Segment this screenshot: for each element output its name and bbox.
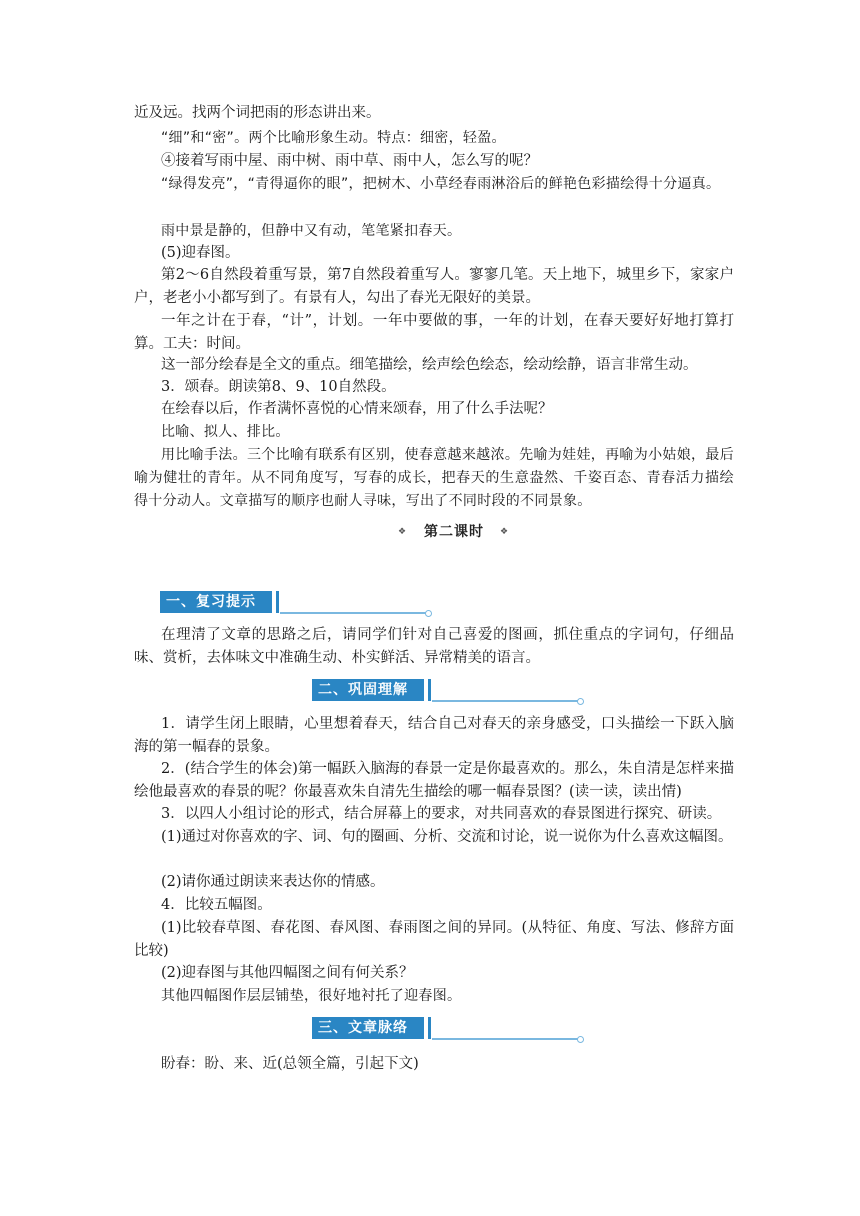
heading-dot-icon (577, 698, 584, 705)
paragraph: “细”和“密”。两个比喻形象生动。特点：细密，轻盈。 (161, 130, 506, 146)
section-heading-outline (312, 1017, 584, 1041)
list-item: 其他四幅图作层层铺垫，很好地衬托了迎春图。 (161, 988, 462, 1004)
section-heading-text: 三、文章脉络 (312, 1017, 424, 1039)
ornament-icon: ❖ (500, 527, 509, 537)
paragraph: 盼春：盼、来、近(总领全篇，引起下文) (161, 1056, 419, 1072)
heading-dot-icon (425, 610, 432, 617)
ornament-icon: ❖ (398, 527, 407, 537)
paragraph: 一年之计在于春，“计”，计划。一年中要做的事，一年的计划，在春天要好好地打算打算。工夫：时间。 (134, 313, 734, 352)
paragraph: 3．颂春。朗读第8、9、10自然段。 (161, 379, 396, 395)
paragraph: 比喻、拟人、排比。 (161, 424, 290, 440)
list-item: 4．比较五幅图。 (161, 897, 272, 913)
list-item: (2)请你通过朗读来表达你的情感。 (161, 874, 385, 890)
heading-rule (280, 612, 426, 614)
heading-bar (276, 591, 279, 613)
heading-bar (428, 679, 431, 701)
list-item: (2)迎春图与其他四幅图之间有何关系？ (161, 965, 414, 981)
heading-bar (428, 1017, 431, 1039)
paragraph: 在绘春以后，作者满怀喜悦的心情来颂春，用了什么手法呢？ (161, 401, 553, 417)
lesson-title (398, 522, 510, 542)
section-heading-consolidate (312, 679, 584, 703)
paragraph: 在理清了文章的思路之后，请同学们针对自己喜爱的图画，抓住重点的字词句，仔细品味、赏析，去体味文中准确生动、朴实鲜活、异常精美的语言。 (134, 627, 734, 666)
section-heading-review (160, 591, 432, 615)
paragraph: 用比喻手法。三个比喻有联系有区别，使春意越来越浓。先喻为娃娃，再喻为小姑娘，最后喻为健壮的青年。从不同角度写，写春的成长，把春天的生意盎然、千姿百态、青春活力描绘得十分动人。文章描写的顺序也耐人寻味，写出了不同时段的不同景象。 (134, 447, 734, 509)
list-item: (1)比较春草图、春花图、春风图、春雨图之间的异同。(从特征、角度、写法、修辞方面比较) (134, 920, 734, 959)
section-heading-text: 二、巩固理解 (312, 679, 424, 701)
paragraph: 第2～6自然段着重写景，第7自然段着重写人。寥寥几笔。天上地下，城里乡下，家家户户，老老小小都写到了。有景有人，勾出了春光无限好的美景。 (134, 267, 734, 306)
paragraph: 近及远。找两个词把雨的形态讲出来。 (134, 105, 381, 121)
heading-rule (432, 700, 578, 702)
list-item: 3．以四人小组讨论的形式，结合屏幕上的要求，对共同喜欢的春景图进行探究、研读。 (161, 806, 722, 822)
paragraph: 雨中景是静的，但静中又有动，笔笔紧扣春天。 (161, 223, 462, 239)
paragraph: ④接着写雨中屋、雨中树、雨中草、雨中人，怎么写的呢？ (161, 153, 538, 169)
heading-dot-icon (577, 1036, 584, 1043)
paragraph: “绿得发亮”，“青得逼你的眼”，把树木、小草经春雨淋浴后的鲜艳色彩描绘得十分逼真。 (161, 176, 721, 192)
paragraph: 这一部分绘春是全文的重点。细笔描绘，绘声绘色绘态，绘动绘静，语言非常生动。 (161, 357, 698, 373)
heading-rule (432, 1038, 578, 1040)
list-item: (1)通过对你喜欢的字、词、句的圈画、分析、交流和讨论，说一说你为什么喜欢这幅图。 (161, 829, 733, 845)
paragraph: (5)迎春图。 (161, 245, 240, 261)
list-item: 2．(结合学生的体会)第一幅跃入脑海的春景一定是你最喜欢的。那么，朱自清是怎样来描绘他最喜欢的春景的呢？你最喜欢朱自清先生描绘的哪一幅春景图？(读一读，读出情) (134, 761, 734, 800)
lesson-title-text: 第二课时 (424, 524, 484, 540)
section-heading-text: 一、复习提示 (160, 591, 272, 613)
list-item: 1．请学生闭上眼睛，心里想着春天，结合自己对春天的亲身感受，口头描绘一下跃入脑海的第一幅春的景象。 (134, 716, 734, 755)
